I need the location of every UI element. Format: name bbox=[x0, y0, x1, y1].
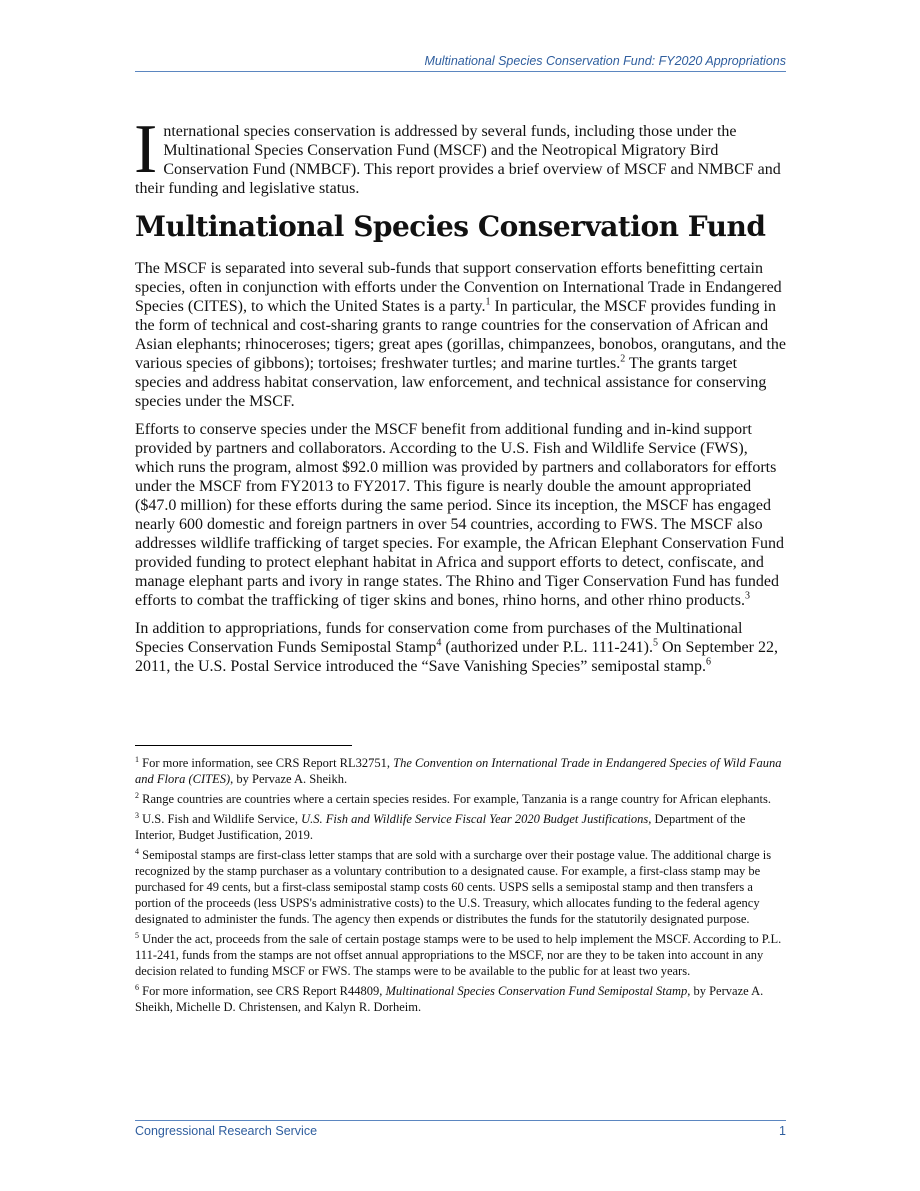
paragraph-3 bbox=[135, 619, 786, 676]
footnote-number: 3 bbox=[135, 810, 139, 820]
running-footer bbox=[135, 1120, 786, 1138]
intro-text: nternational species conservation is addressed by several funds, including those under the Multinational Species Conservation Fund (MSCF) and the Neotropical Migratory Bird Conservation Fund (NMBCF). This report provides a brief overview of MSCF and NMBCF and their funding and legislative status. bbox=[135, 123, 781, 197]
footnote-ref-2[interactable]: 2 bbox=[620, 353, 626, 365]
footnote-number: 1 bbox=[135, 754, 139, 764]
footnotes bbox=[135, 755, 786, 1019]
footnote-text: , by Pervaze A. Sheikh, Michelle D. Christensen, and Kalyn R. Dorheim. bbox=[135, 984, 764, 1014]
paragraph-2 bbox=[135, 420, 786, 610]
footnote-5 bbox=[135, 931, 786, 979]
p1-text-b: In particular, the MSCF provides funding in the form of technical and cost-sharing grants to range countries for the conservation of African and Asian elephants; rhinoceroses; tigers; great apes (gorillas, chimpanzees, bonobos, orangutans, and the various species of gibbons); tortoises; freshwater turtles; and marine turtles. bbox=[135, 298, 786, 372]
p3-text-b: (authorized under P.L. 111-241). bbox=[441, 639, 653, 656]
footnote-text: , Department of the Interior, Budget Justification, 2019. bbox=[135, 812, 746, 842]
drop-cap: I bbox=[134, 111, 158, 188]
intro-paragraph bbox=[134, 111, 786, 198]
footnote-title: U.S. Fish and Wildlife Service Fiscal Year 2020 Budget Justifications bbox=[301, 812, 649, 826]
footnote-text: For more information, see CRS Report RL32751, bbox=[139, 756, 394, 770]
footnote-3 bbox=[135, 811, 786, 843]
footnote-text: , by Pervaze A. Sheikh. bbox=[230, 772, 348, 786]
footnote-ref-1[interactable]: 1 bbox=[485, 296, 491, 308]
footer-org: Congressional Research Service bbox=[135, 1124, 318, 1138]
footnote-2 bbox=[135, 791, 786, 807]
footnote-text: Range countries are countries where a certain species resides. For example, Tanzania is a range country for African elephants. bbox=[139, 792, 771, 806]
footnote-number: 2 bbox=[135, 790, 139, 800]
footnote-ref-3[interactable]: 3 bbox=[744, 590, 750, 602]
p3-text-c: On September 22, 2011, the U.S. Postal Service introduced the “Save Vanishing Species” semipostal stamp. bbox=[135, 639, 778, 675]
footnote-text: For more information, see CRS Report R44809, bbox=[139, 984, 386, 998]
body-text bbox=[135, 259, 786, 685]
p3-text-a: In addition to appropriations, funds for conservation come from purchases of the Multinational Species Conservation Funds Semipostal Stamp bbox=[135, 620, 743, 656]
page-number: 1 bbox=[779, 1124, 786, 1138]
footnote-6 bbox=[135, 983, 786, 1015]
footnote-text: Semipostal stamps are first-class letter stamps that are sold with a surcharge over their postage value. The additional charge is recognized by the stamp purchaser as a voluntary contribution to a designated cause. For example, a first-class stamp may be purchased for 49 cents, but a first-class semipostal stamp costs 60 cents. USPS sells a semipostal stamp and then transfers a portion of the proceeds (less USPS's administrative costs) to the U.S. Treasury, which allocates funding to the federal agency designated to administer the funds. The agency then expends or distributes the funds for the statutorily designated purpose. bbox=[135, 848, 772, 926]
footnote-4 bbox=[135, 847, 786, 927]
p1-text-c: The grants target species and address habitat conservation, law enforcement, and technical assistance for conserving species under the MSCF. bbox=[135, 355, 767, 410]
footnote-1 bbox=[135, 755, 786, 787]
footnote-ref-4[interactable]: 4 bbox=[436, 637, 442, 649]
footnote-text: Under the act, proceeds from the sale of certain postage stamps were to be used to help implement the MSCF. According to P.L. 111-241, funds from the stamps are not offset annual appropriations to the MSCF, nor are they to be taken into account in any decision related to funding MSCF or FWS. The stamps were to be available to the public for at least two years. bbox=[135, 932, 782, 978]
footnote-number: 4 bbox=[135, 846, 139, 856]
footnote-number: 5 bbox=[135, 930, 139, 940]
p2-text-a: Efforts to conserve species under the MSCF benefit from additional funding and in-kind support provided by partners and collaborators. According to the U.S. Fish and Wildlife Service (FWS), which runs the program, almost $92.0 million was provided by partners and collaborators for efforts under the MSCF from FY2013 to FY2017. This figure is nearly double the amount appropriated ($47.0 million) for these efforts during the same period. Since its inception, the MSCF has engaged nearly 600 domestic and foreign partners in over 54 countries, according to FWS. The MSCF also addresses wildlife trafficking of target species. For example, the African Elephant Conservation Fund provided funding to protect elephant habitat in Africa and support efforts to detect, confiscate, and manage elephant parts and ivory in range states. The Rhino and Tiger Conservation Fund has funded efforts to combat the trafficking of tiger skins and bones, rhino horns, and other rhino products. bbox=[135, 421, 785, 609]
footnote-number: 6 bbox=[135, 982, 139, 992]
footnote-title: The Convention on International Trade in Endangered Species of Wild Fauna and Flora (CITES) bbox=[135, 756, 782, 786]
footnote-title: Multinational Species Conservation Fund Semipostal Stamp bbox=[385, 984, 688, 998]
footnote-ref-6[interactable]: 6 bbox=[706, 656, 712, 668]
p1-text-a: The MSCF is separated into several sub-funds that support conservation efforts benefitting certain species, often in conjunction with efforts under the Convention on International Trade in Endangered Species (CITES), to which the United States is a party. bbox=[135, 260, 782, 315]
footnote-text: U.S. Fish and Wildlife Service, bbox=[139, 812, 302, 826]
section-heading: Multinational Species Conservation Fund bbox=[135, 210, 766, 243]
footnote-ref-5[interactable]: 5 bbox=[652, 637, 658, 649]
running-header: Multinational Species Conservation Fund: FY2020 Appropriations bbox=[135, 54, 786, 72]
paragraph-1 bbox=[135, 259, 786, 411]
footnote-separator bbox=[135, 745, 352, 746]
